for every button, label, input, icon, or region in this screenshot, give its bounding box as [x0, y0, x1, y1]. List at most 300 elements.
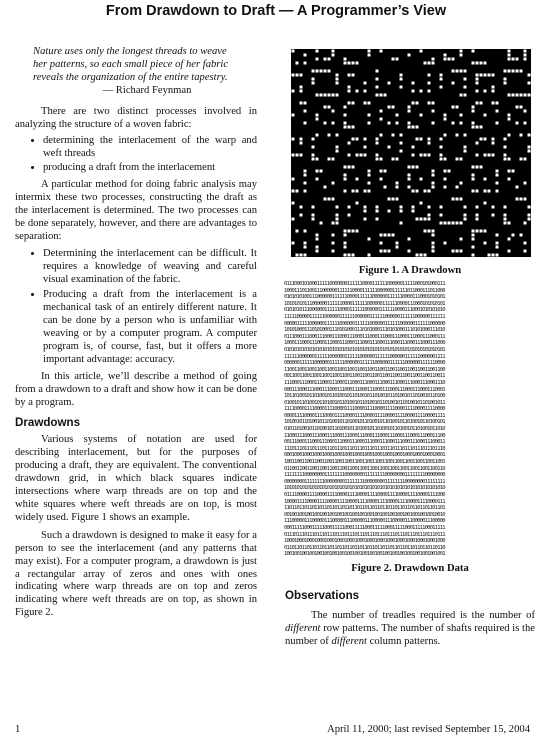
observations-text-3: column patterns.: [367, 635, 441, 647]
drawdown-cell-weft: [384, 94, 387, 97]
drawdown-cell-weft: [368, 170, 371, 173]
drawdown-cell-weft: [492, 74, 495, 77]
drawdown-cell-weft: [416, 190, 419, 193]
drawdown-cell-weft: [412, 154, 415, 157]
drawdown-cell-weft: [428, 62, 431, 65]
drawdown-data-row: 1000111011001110000001111110000111111000000111111011000111011000: [284, 287, 445, 294]
drawdown-cell-weft: [348, 154, 351, 157]
drawdown-cell-weft: [524, 198, 527, 201]
drawdown-cell-weft: [484, 230, 487, 233]
drawdown-cell-weft: [464, 146, 467, 149]
drawdown-cell-weft: [452, 58, 455, 61]
drawdown-cell-weft: [324, 58, 327, 61]
drawdown-cell-weft: [444, 134, 447, 137]
drawdown-cell-weft: [304, 254, 307, 257]
drawdown-cell-weft: [492, 142, 495, 145]
drawdown-cell-weft: [348, 214, 351, 217]
drawdown-cell-weft: [304, 54, 307, 57]
drawdown-cell-weft: [300, 214, 303, 217]
drawdown-cell-weft: [524, 110, 527, 113]
drawdown-cell-weft: [476, 230, 479, 233]
drawdown-cell-weft: [488, 74, 491, 77]
drawdown-cell-weft: [528, 146, 531, 149]
drawdown-cell-weft: [496, 242, 499, 245]
drawdown-cell-weft: [476, 218, 479, 221]
drawdown-cell-weft: [408, 178, 411, 181]
drawdown-cell-weft: [460, 198, 463, 201]
drawdown-cell-weft: [396, 242, 399, 245]
drawdown-data-row: 0101010101010101010101010101010101010101010101010101010101010101: [284, 346, 445, 353]
drawdown-cell-weft: [312, 146, 315, 149]
drawdown-cell-weft: [408, 106, 411, 109]
drawdown-cell-weft: [328, 134, 331, 137]
drawdown-cell-weft: [464, 94, 467, 97]
drawdown-cell-weft: [396, 182, 399, 185]
drawdown-cell-weft: [508, 54, 511, 57]
drawdown-cell-weft: [508, 222, 511, 225]
drawdown-cell-weft: [476, 166, 479, 169]
drawdown-cell-weft: [512, 170, 515, 173]
page-number: 1: [15, 724, 21, 735]
drawdown-cell-weft: [356, 138, 359, 141]
drawdown-data-row: 1000011110000111100001111000011110000111100001111000011110000111: [284, 498, 445, 505]
drawdown-cell-weft: [364, 210, 367, 213]
drawdown-cell-weft: [452, 82, 455, 85]
drawdown-cell-weft: [452, 222, 455, 225]
drawdown-cell-weft: [440, 206, 443, 209]
drawdown-cell-weft: [460, 70, 463, 73]
drawdown-cell-weft: [508, 94, 511, 97]
drawdown-cell-weft: [484, 138, 487, 141]
drawdown-cell-weft: [304, 62, 307, 65]
drawdown-cell-weft: [440, 146, 443, 149]
drawdown-cell-weft: [344, 174, 347, 177]
drawdown-cell-weft: [496, 254, 499, 257]
drawdown-cell-weft: [476, 190, 479, 193]
drawdown-cell-weft: [328, 70, 331, 73]
drawdown-cell-weft: [328, 198, 331, 201]
drawdown-cell-weft: [420, 90, 423, 93]
drawdown-cell-weft: [524, 222, 527, 225]
drawdown-cell-weft: [348, 230, 351, 233]
drawdown-cell-weft: [320, 70, 323, 73]
drawdown-cell-weft: [320, 222, 323, 225]
drawdown-cell-weft: [292, 178, 295, 181]
drawdown-cell-weft: [300, 90, 303, 93]
drawdown-cell-weft: [416, 254, 419, 257]
drawdown-cell-weft: [524, 182, 527, 185]
drawdown-cell-weft: [304, 182, 307, 185]
drawdown-cell-weft: [368, 102, 371, 105]
drawdown-cell-weft: [484, 202, 487, 205]
drawdown-cell-weft: [480, 62, 483, 65]
drawdown-cell-weft: [392, 58, 395, 61]
drawdown-cell-weft: [312, 214, 315, 217]
drawdown-cell-weft: [440, 214, 443, 217]
drawdown-data-row: 0011001100110011001100110011001100110011001100110011001100110011: [284, 373, 445, 380]
drawdown-cell-weft: [336, 146, 339, 149]
drawdown-cell-weft: [504, 218, 507, 221]
drawdown-cell-weft: [352, 74, 355, 77]
drawdown-cell-weft: [312, 218, 315, 221]
drawdown-cell-weft: [496, 234, 499, 237]
drawdown-data-row: 0100101101001011010010110100101101001011010010110100101101001011: [284, 399, 445, 406]
drawdown-cell-weft: [348, 142, 351, 145]
drawdown-cell-weft: [460, 94, 463, 97]
drawdown-cell-weft: [472, 106, 475, 109]
drawdown-cell-weft: [460, 182, 463, 185]
drawdown-cell-weft: [520, 234, 523, 237]
bullet-item: • determining the interlacement of the warp and weft threads: [43, 135, 257, 161]
drawdown-cell-weft: [400, 78, 403, 81]
drawdown-cell-weft: [320, 94, 323, 97]
drawdown-cell-weft: [292, 74, 295, 77]
drawdown-cell-weft: [332, 242, 335, 245]
drawdown-cell-weft: [368, 54, 371, 57]
drawdown-cell-weft: [344, 122, 347, 125]
drawdown-cell-weft: [524, 242, 527, 245]
drawdown-cell-weft: [444, 54, 447, 57]
drawdown-cell-weft: [292, 50, 295, 53]
left-column: [15, 46, 257, 620]
drawdown-cell-weft: [380, 250, 383, 253]
drawdown-cell-weft: [420, 114, 423, 117]
drawdown-data-row: 1110001110001110001110001110001110001110001110001110001110001110: [284, 379, 445, 386]
drawdown-data-row: 0011100011100011100011100011100011100011100011100011100011100011: [284, 439, 445, 446]
drawdown-cell-weft: [456, 106, 459, 109]
drawdown-cell-weft: [428, 90, 431, 93]
drawdown-cell-weft: [292, 114, 295, 117]
drawdown-cell-weft: [464, 86, 467, 89]
drawdown-cell-weft: [352, 190, 355, 193]
drawdown-cell-weft: [412, 210, 415, 213]
drawdown-cell-weft: [516, 94, 519, 97]
advantages-bullet-list: [15, 248, 257, 367]
drawdown-cell-weft: [388, 234, 391, 237]
drawdown-cell-weft: [348, 254, 351, 257]
drawdown-cell-weft: [348, 166, 351, 169]
drawdown-cell-weft: [300, 154, 303, 157]
drawdown-cell-weft: [388, 146, 391, 149]
drawdown-cell-weft: [316, 118, 319, 121]
drawdown-cell-weft: [476, 102, 479, 105]
drawdown-cell-weft: [424, 254, 427, 257]
drawdown-cell-weft: [464, 134, 467, 137]
drawdown-cell-weft: [304, 110, 307, 113]
drawdown-cell-weft: [380, 178, 383, 181]
drawdown-cell-weft: [380, 234, 383, 237]
drawdown-cell-weft: [472, 238, 475, 241]
drawdown-cell-weft: [484, 154, 487, 157]
drawdown-cell-weft: [496, 190, 499, 193]
drawdown-cell-weft: [324, 122, 327, 125]
drawdown-background: [291, 49, 531, 257]
drawdown-cell-weft: [424, 154, 427, 157]
drawdown-cell-weft: [476, 206, 479, 209]
drawdown-cell-weft: [432, 230, 435, 233]
drawdown-cell-weft: [348, 206, 351, 209]
drawdown-cell-weft: [412, 146, 415, 149]
drawdown-cell-weft: [352, 230, 355, 233]
drawdown-cell-weft: [472, 62, 475, 65]
drawdown-cell-weft: [504, 146, 507, 149]
drawdown-cell-weft: [492, 102, 495, 105]
drawdown-cell-weft: [400, 222, 403, 225]
drawdown-cell-weft: [464, 214, 467, 217]
drawdown-cell-weft: [528, 74, 531, 77]
drawdown-cell-weft: [508, 158, 511, 161]
drawdown-data-row: 0000001111110000001111110000001111110000001111110000001111110000: [284, 360, 445, 367]
drawdown-cell-weft: [312, 154, 315, 157]
drawdown-cell-weft: [480, 126, 483, 129]
drawdown-cell-weft: [520, 70, 523, 73]
drawdown-cell-weft: [316, 114, 319, 117]
drawdown-cell-weft: [420, 138, 423, 141]
drawdown-cell-weft: [396, 158, 399, 161]
drawdown-cell-weft: [336, 206, 339, 209]
drawdown-cell-weft: [412, 102, 415, 105]
drawdown-data-row: 1010101011100000011111100001111110000001111110000111000101010101: [284, 300, 445, 307]
drawdown-cell-weft: [432, 242, 435, 245]
drawdown-cell-weft: [376, 206, 379, 209]
drawdown-cell-weft: [464, 206, 467, 209]
drawdown-cell-weft: [496, 174, 499, 177]
drawdown-cell-weft: [300, 254, 303, 257]
drawdown-cell-weft: [464, 150, 467, 153]
drawdown-cell-weft: [516, 58, 519, 61]
drawdown-cell-weft: [336, 134, 339, 137]
drawdown-cell-weft: [316, 178, 319, 181]
drawdown-cell-weft: [524, 158, 527, 161]
drawdown-cell-weft: [324, 106, 327, 109]
drawdown-cell-weft: [428, 82, 431, 85]
drawdown-cell-weft: [348, 74, 351, 77]
drawdown-cell-weft: [444, 242, 447, 245]
drawdown-cell-weft: [384, 250, 387, 253]
drawdown-cell-weft: [412, 90, 415, 93]
drawdown-cell-weft: [508, 70, 511, 73]
drawdown-cell-weft: [528, 218, 531, 221]
drawdown-cell-weft: [352, 138, 355, 141]
drawdown-cell-weft: [476, 154, 479, 157]
drawdown-cell-weft: [364, 146, 367, 149]
drawdown-figure: [291, 49, 531, 257]
drawdown-cell-weft: [376, 154, 379, 157]
drawdown-data-row: 0000000011111111000000001111111100000000111111110000000011111111: [284, 478, 445, 485]
drawdown-cell-weft: [380, 242, 383, 245]
drawdown-data-row: 0111000101000111110000000111111000011111100000011111000101000111: [284, 281, 445, 287]
drawdown-cell-weft: [304, 170, 307, 173]
drawdown-cell-weft: [316, 246, 319, 249]
drawdown-cell-weft: [524, 94, 527, 97]
drawdown-cell-weft: [428, 142, 431, 145]
drawdown-cell-weft: [356, 154, 359, 157]
drawdown-cell-weft: [344, 106, 347, 109]
drawdown-cell-weft: [304, 102, 307, 105]
drawdown-cell-weft: [440, 158, 443, 161]
drawdown-cell-weft: [476, 126, 479, 129]
epigraph-line: Nature uses only the longest threads to weave: [33, 46, 227, 57]
drawdown-cell-weft: [496, 110, 499, 113]
drawdown-cell-weft: [528, 94, 531, 97]
drawdown-cell-weft: [512, 58, 515, 61]
drawdown-cell-weft: [388, 106, 391, 109]
drawdown-cell-weft: [412, 190, 415, 193]
drawdown-cell-weft: [476, 214, 479, 217]
drawdown-cell-weft: [316, 70, 319, 73]
drawdown-cell-weft: [292, 242, 295, 245]
drawdown-cell-weft: [508, 50, 511, 53]
drawdown-cell-weft: [432, 122, 435, 125]
drawdown-grid: [291, 49, 531, 257]
bullet-item: • Producing a draft from the interlacement is a mechanical task of an entirely different nature. It can be done by a person who is unfamiliar with weaving or by a computer program. A computer program is, of course, fast, but it offers a more important advantage: accuracy.: [43, 289, 257, 366]
drawdown-data-row: 1110000011100000111000001110000011100000111000001110000011100000: [284, 518, 445, 525]
section-heading-drawdowns: Drawdowns: [15, 415, 81, 429]
drawdown-cell-weft: [428, 214, 431, 217]
drawdown-cell-weft: [428, 190, 431, 193]
drawdown-cell-weft: [488, 190, 491, 193]
drawdown-cell-weft: [440, 74, 443, 77]
drawdown-cell-weft: [408, 122, 411, 125]
drawdown-cell-weft: [472, 178, 475, 181]
drawdown-cell-weft: [408, 110, 411, 113]
drawdown-cell-weft: [472, 126, 475, 129]
drawdown-cell-weft: [440, 154, 443, 157]
drawdown-cell-weft: [424, 230, 427, 233]
drawdown-cell-weft: [352, 254, 355, 257]
drawdown-cell-weft: [356, 62, 359, 65]
drawdown-cell-weft: [520, 198, 523, 201]
drawdown-cell-weft: [428, 102, 431, 105]
drawdown-cell-weft: [524, 58, 527, 61]
drawdown-cell-weft: [376, 86, 379, 89]
drawdown-cell-weft: [324, 186, 327, 189]
drawdown-cell-weft: [296, 254, 299, 257]
drawdown-cell-weft: [432, 58, 435, 61]
drawdown-cell-weft: [508, 250, 511, 253]
drawdown-cell-weft: [520, 106, 523, 109]
drawdown-cell-weft: [408, 250, 411, 253]
drawdown-cell-weft: [316, 134, 319, 137]
drawdown-cell-weft: [524, 122, 527, 125]
drawdown-cell-weft: [316, 94, 319, 97]
drawdown-cell-weft: [508, 238, 511, 241]
observations-text-2: row patterns. The number of shafts required is the number of: [285, 622, 535, 647]
drawdown-cell-weft: [332, 198, 335, 201]
drawdown-cell-weft: [504, 214, 507, 217]
drawdown-cell-weft: [484, 90, 487, 93]
drawdown-cell-weft: [452, 198, 455, 201]
drawdown-cell-weft: [336, 74, 339, 77]
drawdown-cell-weft: [496, 182, 499, 185]
emphasis-different: different: [331, 635, 367, 647]
intro-paragraph-3: In this article, we’ll describe a method of going from a drawdown to a draft and show how it can be done by a program.: [15, 370, 257, 408]
drawdown-cell-weft: [432, 182, 435, 185]
drawdown-cell-weft: [508, 178, 511, 181]
drawdown-cell-weft: [292, 202, 295, 205]
drawdown-cell-weft: [332, 222, 335, 225]
drawdown-cell-weft: [508, 114, 511, 117]
drawdown-cell-weft: [524, 50, 527, 53]
drawdown-cell-weft: [496, 102, 499, 105]
drawdown-cell-weft: [512, 234, 515, 237]
drawdown-cell-weft: [300, 138, 303, 141]
drawdown-cell-weft: [420, 50, 423, 53]
drawdown-cell-weft: [504, 78, 507, 81]
drawdown-cell-weft: [380, 170, 383, 173]
drawdown-cell-weft: [400, 86, 403, 89]
epigraph-line: her patterns, so each small piece of her fabric: [33, 58, 229, 70]
drawdown-cell-weft: [472, 122, 475, 125]
drawdown-cell-weft: [368, 122, 371, 125]
drawdown-cell-weft: [312, 78, 315, 81]
drawdown-cell-weft: [344, 114, 347, 117]
drawdown-cell-weft: [504, 70, 507, 73]
drawdown-cell-weft: [420, 178, 423, 181]
drawdown-cell-weft: [292, 190, 295, 193]
drawdown-data-row: 0101010100111000000111111000011111100000011111100001110001010101: [284, 294, 445, 301]
drawdown-data-row: 0111100001111000011110000111100001111000011110000111100001111000: [284, 492, 445, 498]
drawdown-cell-weft: [296, 154, 299, 157]
drawdown-cell-weft: [440, 138, 443, 141]
drawdown-cell-weft: [524, 250, 527, 253]
drawdown-cell-weft: [296, 230, 299, 233]
drawdown-cell-weft: [344, 234, 347, 237]
drawdown-cell-weft: [496, 122, 499, 125]
drawdown-cell-weft: [352, 126, 355, 129]
drawdown-cell-weft: [316, 238, 319, 241]
drawdown-cell-weft: [428, 154, 431, 157]
drawdown-cell-weft: [440, 78, 443, 81]
drawdown-cell-weft: [452, 106, 455, 109]
drawdown-data-row: 0111000111000111000111000111000111000111000111000111000111000111: [284, 333, 445, 340]
drawdown-cell-weft: [420, 202, 423, 205]
drawdown-cell-weft: [368, 190, 371, 193]
drawdown-cell-weft: [464, 78, 467, 81]
drawdown-cell-weft: [332, 54, 335, 57]
drawdown-cell-weft: [356, 202, 359, 205]
observations-text-1: The number of treadles required is the number of: [311, 610, 535, 621]
drawdown-cell-weft: [432, 170, 435, 173]
drawdown-cell-weft: [320, 170, 323, 173]
drawdown-cell-weft: [356, 178, 359, 181]
drawdown-cell-weft: [332, 94, 335, 97]
drawdown-cell-weft: [480, 166, 483, 169]
drawdown-cell-weft: [496, 170, 499, 173]
drawdown-cell-weft: [472, 50, 475, 53]
drawdown-cell-weft: [344, 178, 347, 181]
drawdown-cell-weft: [504, 138, 507, 141]
drawdown-cell-weft: [508, 118, 511, 121]
drawdown-cell-weft: [300, 74, 303, 77]
drawdown-data-row: 0001000100010001000100010001000100010001000100010001000100010001: [284, 452, 445, 459]
drawdown-cell-weft: [324, 198, 327, 201]
epigraph: [33, 46, 243, 85]
drawdown-cell-weft: [332, 234, 335, 237]
drawdown-data-row: 1000100010001000100010001000100010001000100010001000100010001000: [284, 538, 445, 545]
drawdown-cell-weft: [332, 122, 335, 125]
drawdown-data-row: 0101010111000000111111000011111100000011111100001110001010101010: [284, 307, 445, 314]
drawdown-cell-weft: [412, 126, 415, 129]
drawdown-cell-weft: [344, 126, 347, 129]
drawdown-data-row: 0010010010010010010010010010010010010010010010010010010010010010: [284, 511, 445, 518]
document-title: From Drawdown to Draft — A Programmer’s View: [105, 3, 447, 19]
drawdown-cell-weft: [448, 222, 451, 225]
drawdowns-paragraph-1: Various systems of notation are used for describing interlacement, but for the purposes of producing a draft, they are equivalent. The conventional drawdown grid, in which black squares indicate intersections where warp threads are on top and the white squares where weft threads are on top, is most widely used. Figure 1 shows an example.: [15, 434, 257, 523]
drawdown-cell-weft: [336, 82, 339, 85]
drawdown-cell-weft: [328, 58, 331, 61]
drawdown-cell-weft: [416, 102, 419, 105]
